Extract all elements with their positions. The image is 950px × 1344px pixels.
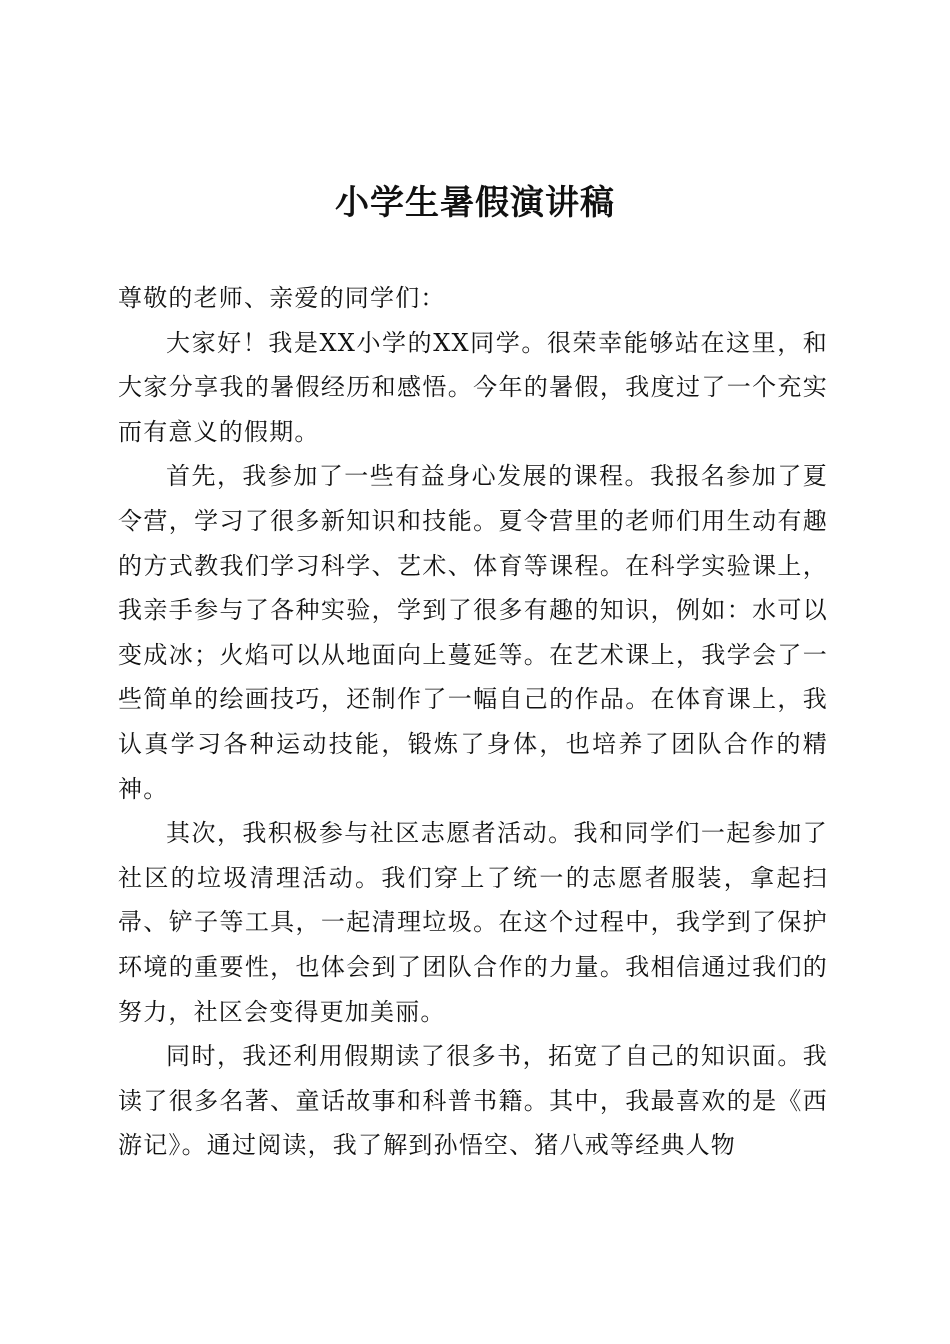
paragraph-3: 其次，我积极参与社区志愿者活动。我和同学们一起参加了社区的垃圾清理活动。我们穿上了统一的志愿者服装，拿起扫帚、铲子等工具，一起清理垃圾。在这个过程中，我学到了保护环境的重要性，也体会到了团队合作的力量。我相信通过我们的努力，社区会变得更加美丽。	[118, 819, 828, 1026]
paragraph-4: 同时，我还利用假期读了很多书，拓宽了自己的知识面。我读了很多名著、童话故事和科普书籍。其中，我最喜欢的是《西游记》。通过阅读，我了解到孙悟空、猪八戒等经典人物	[118, 1042, 828, 1160]
greeting-line: 尊敬的老师、亲爱的同学们：	[118, 284, 446, 312]
paragraph-2: 首先，我参加了一些有益身心发展的课程。我报名参加了夏令营，学习了很多新知识和技能。夏令营里的老师们用生动有趣的方式教我们学习科学、艺术、体育等课程。在科学实验课上，我亲手参与了各种实验，学到了很多有趣的知识，例如：水可以变成冰；火焰可以从地面向上蔓延等。在艺术课上，我学会了一些简单的绘画技巧，还制作了一幅自己的作品。在体育课上，我认真学习各种运动技能，锻炼了身体，也培养了团队合作的精神。	[118, 462, 828, 803]
document-title: 小学生暑假演讲稿	[335, 183, 615, 223]
paragraph-1: 大家好！我是XX小学的XX同学。很荣幸能够站在这里，和大家分享我的暑假经历和感悟。今年的暑假，我度过了一个充实而有意义的假期。	[118, 328, 828, 446]
document-body	[118, 276, 828, 1168]
